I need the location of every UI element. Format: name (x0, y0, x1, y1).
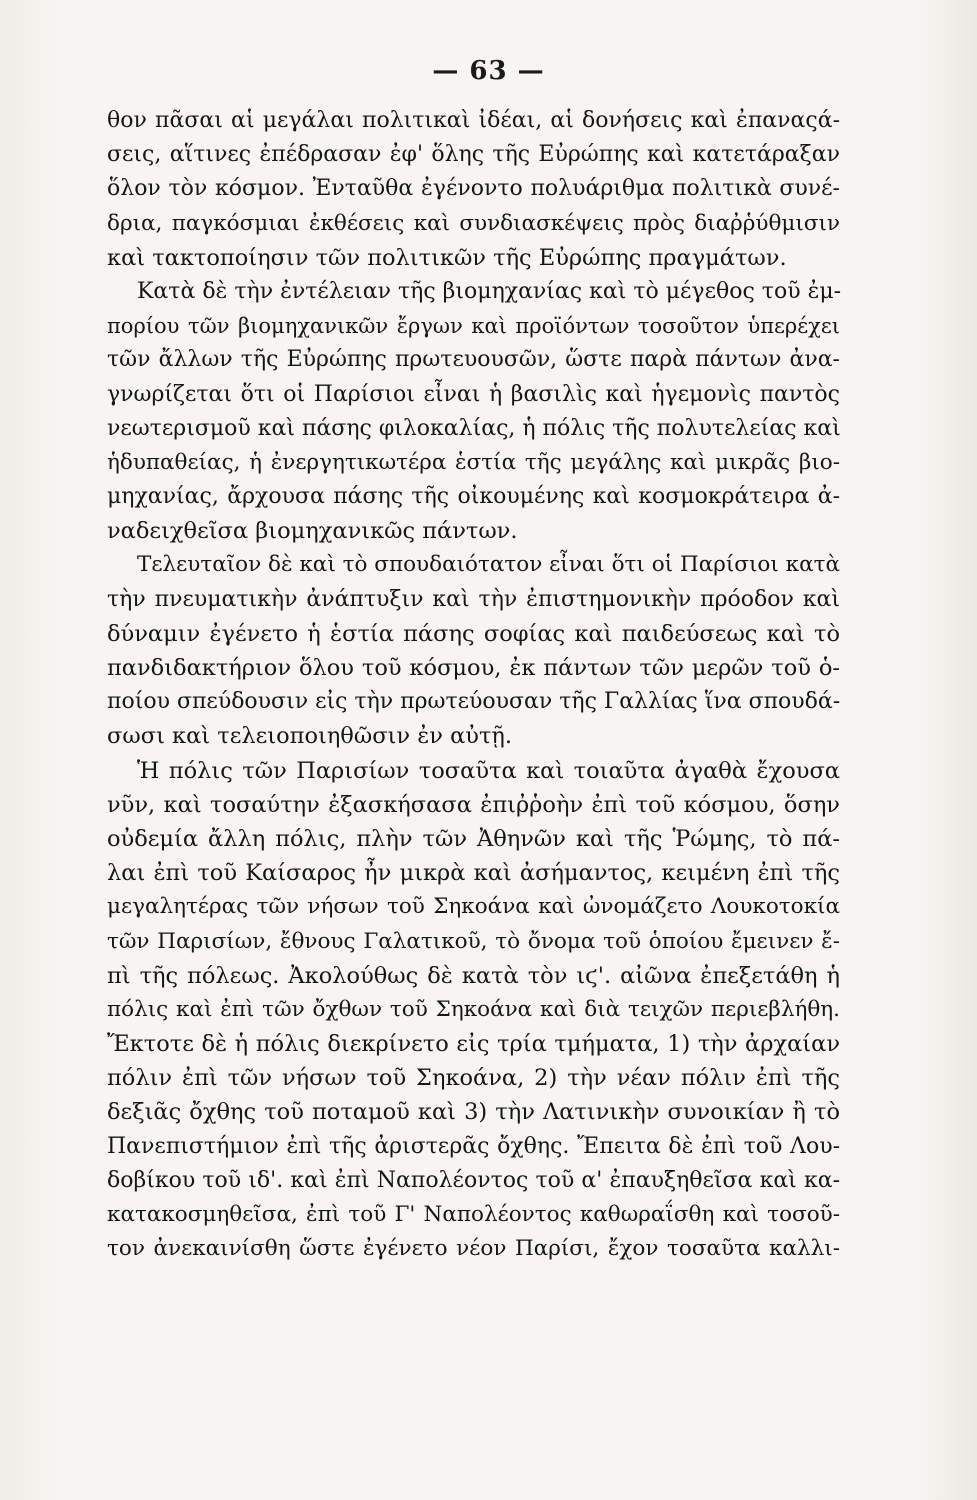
text-line: μεγαλητέρας τῶν νήσων τοῦ Σηκοάνα καὶ ὠνομάζετο Λουκοτοκία (107, 894, 840, 920)
text-line: Κατὰ δὲ τὴν ἐντέλειαν τῆς βιομηχανίας καὶ τὸ μέγεθος τοῦ ἐμ- (137, 278, 842, 304)
page-number: — 63 — (432, 56, 545, 86)
text-line: Τελευταῖον δὲ καὶ τὸ σπουδαιότατον εἶναι ὅτι οἱ Παρίσιοι κατὰ (137, 552, 840, 578)
text-line: οὐδεμία ἄλλη πόλις, πλὴν τῶν Ἀθηνῶν καὶ τῆς Ῥώμης, τὸ πά- (107, 825, 840, 852)
text-line: ποίου σπεύδουσιν εἰς τὴν πρωτεύουσαν τῆς Γαλλίας ἵνα σπουδά- (107, 689, 841, 715)
text-line: πὶ τῆς πόλεως. Ἀκολούθως δὲ κατὰ τὸν ιϛ'. αἰῶνα ἐπεξετάθη ἡ (107, 962, 840, 989)
text-line: ὅλον τὸν κόσμον. Ἐνταῦθα ἐγένοντο πολυάριθμα πολιτικὰ συνέ- (107, 176, 840, 202)
text-line: πόλις καὶ ἐπὶ τῶν ὄχθων τοῦ Σηκοάνα καὶ διὰ τειχῶν περιεβλήθη. (107, 996, 840, 1022)
text-line: γνωρίζεται ὅτι οἱ Παρίσιοι εἶναι ἡ βασιλὶς καὶ ἡγεμονὶς παντὸς (107, 381, 840, 407)
body-text (107, 104, 840, 1266)
text-line: ἡδυπαθείας, ἡ ἐνεργητικωτέρα ἑστία τῆς μεγάλης καὶ μικρᾶς βιο- (107, 449, 840, 475)
text-line: Πανεπιστήμιον ἐπὶ τῆς ἀριστερᾶς ὄχθης. Ἔπειτα δὲ ἐπὶ τοῦ Λου- (107, 1133, 840, 1159)
text-line: τῶν Παρισίων, ἔθνους Γαλατικοῦ, τὸ ὄνομα τοῦ ὁποίου ἔμεινεν ἔ- (107, 928, 840, 954)
text-line: καὶ τακτοποίησιν τῶν πολιτικῶν τῆς Εὐρώπης πραγμάτων. (107, 244, 787, 271)
text-line: κατακοσμηθεῖσα, ἐπὶ τοῦ Γ' Ναπολέοντος καθωραΐσθη καὶ τοσοῦ- (107, 1202, 840, 1227)
text-line: Ἔκτοτε δὲ ἡ πόλις διεκρίνετο εἰς τρία τμήματα, 1) τὴν ἀρχαίαν (107, 1031, 840, 1058)
text-line: νῦν, καὶ τοσαύτην ἐξασκήσασα ἐπιῤῥοὴν ἐπὶ τοῦ κόσμου, ὅσην (107, 791, 840, 818)
text-line: μηχανίας, ἄρχουσα πάσης τῆς οἰκουμένης καὶ κοσμοκράτειρα ἀ- (107, 484, 840, 510)
text-line: νεωτερισμοῦ καὶ πάσης φιλοκαλίας, ἡ πόλις τῆς πολυτελείας καὶ (107, 415, 841, 441)
text-line: τον ἀνεκαινίσθη ὥστε ἐγένετο νέον Παρίσι, ἔχον τοσαῦτα καλλι- (107, 1236, 840, 1262)
text-line: πανδιδακτήριον ὅλου τοῦ κόσμου, ἐκ πάντων τῶν μερῶν τοῦ ὁ- (107, 655, 840, 681)
text-line: σεις, αἵτινες ἐπέδρασαν ἐφ' ὅλης τῆς Εὐρώπης καὶ κατετάραξαν (107, 142, 840, 168)
text-line: δεξιᾶς ὄχθης τοῦ ποταμοῦ καὶ 3) τὴν Λατινικὴν συνοικίαν ἢ τὸ (107, 1099, 840, 1126)
text-line: πόλιν ἐπὶ τῶν νήσων τοῦ Σηκοάνα, 2) τὴν νέαν πόλιν ἐπὶ τῆς (107, 1065, 840, 1092)
text-line: πορίου τῶν βιομηχανικῶν ἔργων καὶ προϊόντων τοσοῦτον ὑπερέχει (107, 314, 840, 339)
text-line: λαι ἐπὶ τοῦ Καίσαρος ἦν μικρὰ καὶ ἀσήμαντος, κειμένη ἐπὶ τῆς (107, 860, 840, 887)
text-line: δρια, παγκόσμιαι ἐκθέσεις καὶ συνδιασκέψεις πρὸς διαῤῥύθμισιν (107, 210, 840, 236)
text-line: τὴν πνευματικὴν ἀνάπτυξιν καὶ τὴν ἐπιστημονικὴν πρόοδον καὶ (107, 586, 840, 612)
text-line: σωσι καὶ τελειοποιηθῶσιν ἐν αὐτῇ. (107, 723, 513, 750)
text-line: Ἡ πόλις τῶν Παρισίων τοσαῦτα καὶ τοιαῦτα ἀγαθὰ ἔχουσα (137, 757, 840, 784)
text-line: ναδειχθεῖσα βιομηχανικῶς πάντων. (107, 518, 518, 545)
text-line: δοβίκου τοῦ ιδ'. καὶ ἐπὶ Ναπολέοντος τοῦ α' ἐπαυξηθεῖσα καὶ κα- (107, 1167, 840, 1193)
text-line: δύναμιν ἐγένετο ἡ ἑστία πάσης σοφίας καὶ παιδεύσεως καὶ τὸ (107, 620, 840, 647)
text-line: θον πᾶσαι αἱ μεγάλαι πολιτικαὶ ἰδέαι, αἱ δονήσεις καὶ ἐπαναςά- (107, 108, 840, 133)
text-line: τῶν ἄλλων τῆς Εὐρώπης πρωτευουσῶν, ὥστε παρὰ πάντων ἀνα- (107, 347, 840, 373)
